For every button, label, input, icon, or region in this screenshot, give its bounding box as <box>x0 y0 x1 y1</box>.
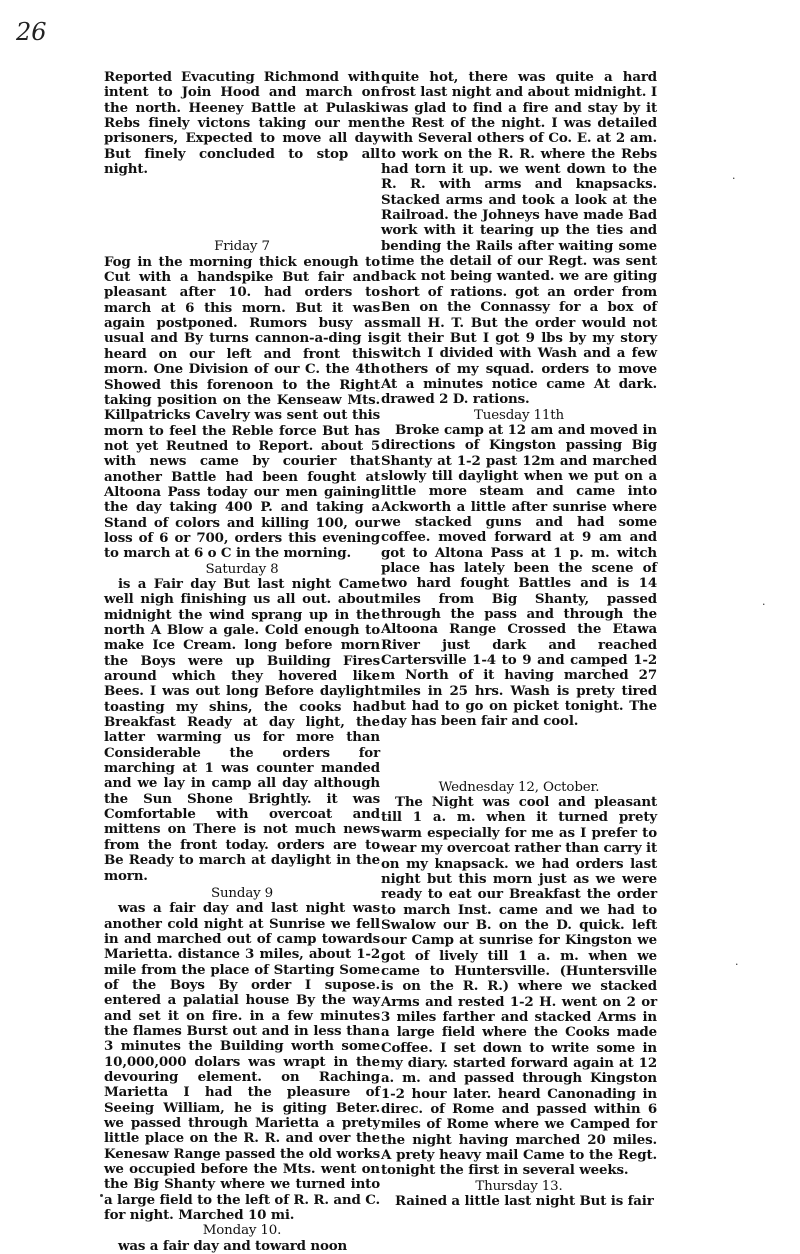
entry-text: was a fair day and last night was another cold night at Sunrise we fell in and marched out of camp towards Marietta. distance 3 miles, about 1-2 mile from the place of Starting Some of the Boys By order I supose. entered a palatial house By the way and set it on fire. in a few minutes the flames Burst out and in less than 3 minutes the Building worth some 10,000,000 dolars was wrapt in the devouring element. on Raching Marietta I had the pleasure of Seeing William, he is giting Beter. we passed through Marietta a prety little place on the R. R. and over the Kenesaw Range passed the old works we occupied before the Mts. went on the Big Shanty where we turned into a large field to the left of R. R. and C. for night. Marched 10 mi. <box>104 900 380 1224</box>
entry-heading: Thursday 13. <box>475 1178 563 1194</box>
entry-heading: Monday 10. <box>202 1223 282 1239</box>
page-number: 26 <box>16 18 47 46</box>
entry-heading: Wednesday 12, October. <box>438 779 600 795</box>
entry-text: Rained a little last night But is fair <box>395 1193 654 1210</box>
entry-heading: Tuesday 11th <box>474 407 564 423</box>
entry-text: The Night was cool and pleasant till 1 a. m. when it turned prety warm especially for me as I prefer to wear my overcoat rather than carry it on my knapsack. we had orders last night but this morn just as we were ready to eat our Breakfast the order to march Inst. came and we had to Swalow our B. on the D. quick. left our Camp at sunrise for Kingston we got of lively till 1 a. m. when we came to Huntersville. (Huntersville is on the R. R.) where we stacked Arms and rested 1-2 H. went on 2 or 3 miles farther and stacked Arms in a large field where the Cooks made Coffee. I set down to write some in my diary. started forward again at 12 a. m. and passed through Kingston 1-2 hour later. heard Canonading in direc. of Rome and passed within 6 miles of Rome where we Camped for the night having marched 20 miles. A prety heavy mail Came to the Regt. tonight the first in several weeks. <box>381 794 657 1179</box>
right-opening-paragraph: quite hot, there was quite a hard frost last night and about midnight. I was glad to find a fire and stay by it the Rest of the night. I was detailed with Several others of Co. E. at 2 am. to work on the R. R. where the Rebs had torn it up. we went down to the R. R. with arms and knapsacks. Stacked arms and took a look at the Railroad. the Johneys have made Bad work with it tearing up the ties and bending the Rails after waiting some time the detail of our Regt. was sent back not being wanted. we are giting short of rations. got an order from Ben on the Connassy for a box of small H. T. But the order would not git their But I got 9 lbs by my story witch I divided with Wash and a few others of my squad. orders to move At a minutes notice came At dark. drawed 2 D. rations. <box>381 69 657 408</box>
margin-mark: · <box>762 598 766 611</box>
entry-text: Broke camp at 12 am and moved in directions of Kingston passing Big Shanty at 1-2 past 12m and marched slowly till daylight when we put on a little more steam and came into Ackworth a little after sunrise where we stacked guns and had some coffee. moved forward at 9 am and got to Altona Pass at 1 p. m. witch place has lately been the scene of two hard fought Battles and is 14 miles from Big Shanty, passed through the pass and through the Altoona Range Crossed the Etawa River just dark and reached Cartersville 1-4 to 9 and camped 1-2 m North of it having marched 27 miles in 25 hrs. Wash is prety tired but had to go on picket tonight. The day has been fair and cool. <box>381 421 657 730</box>
left-column <box>104 70 380 1254</box>
margin-mark: · <box>732 172 736 185</box>
right-column <box>381 70 657 1209</box>
entry-heading: Friday 7 <box>214 239 270 255</box>
entry-text: was a fair day and toward noon <box>118 1237 348 1254</box>
left-opening-paragraph: Reported Evacuting Richmond with intent to Join Hood and march on the north. Heeney Battle at Pulaski Rebs finely victons taking our men prisoners, Expected to move all day But finely concluded to stop all night. <box>104 69 380 178</box>
section-gap <box>104 177 380 239</box>
margin-mark: · <box>735 958 739 971</box>
entry-heading: Sunday 9 <box>210 885 274 901</box>
section-gap <box>381 730 657 780</box>
entry-text: Fog in the morning thick enough to Cut with a handspike But fair and pleasant after 10. had orders to march at 6 this morn. But it was again postponed. Rumors busy as usual and By turns cannon-a-ding is heard on our left and front this morn. One Division of our C. the 4th Showed this forenoon to the Right taking position on the Kenseaw Mts. Killpatricks Cavelry was sent out this morn to feel the Reble force But has not yet Reutned to Report. about 5 with news came by courier that another Battle had been fought at Altoona Pass today our men gaining the day taking 400 P. and taking a Stand of colors and killing 100, our loss of 6 or 700, orders this evening to march at 6 o C in the morning. <box>104 253 380 562</box>
stray-dot <box>100 1194 103 1197</box>
entry-text: is a Fair day But last night Came well nigh finishing us all out. about midnight the wind sprang up in the north A Blow a gale. Cold enough to make Ice Cream. long before morn the Boys were up Building Fires around which they hovered like Bees. I was out long Before daylight toasting my shins, the cooks had Breakfast Ready at day light, the latter warming us for more than Considerable the orders for marching at 1 was counter manded and we lay in camp all day although the Sun Shone Brightly. it was Comfortable with overcoat and mittens on There is not much news from the front today. orders are to Be Ready to march at daylight in the morn. <box>104 575 380 884</box>
entry-heading: Saturday 8 <box>205 561 279 577</box>
